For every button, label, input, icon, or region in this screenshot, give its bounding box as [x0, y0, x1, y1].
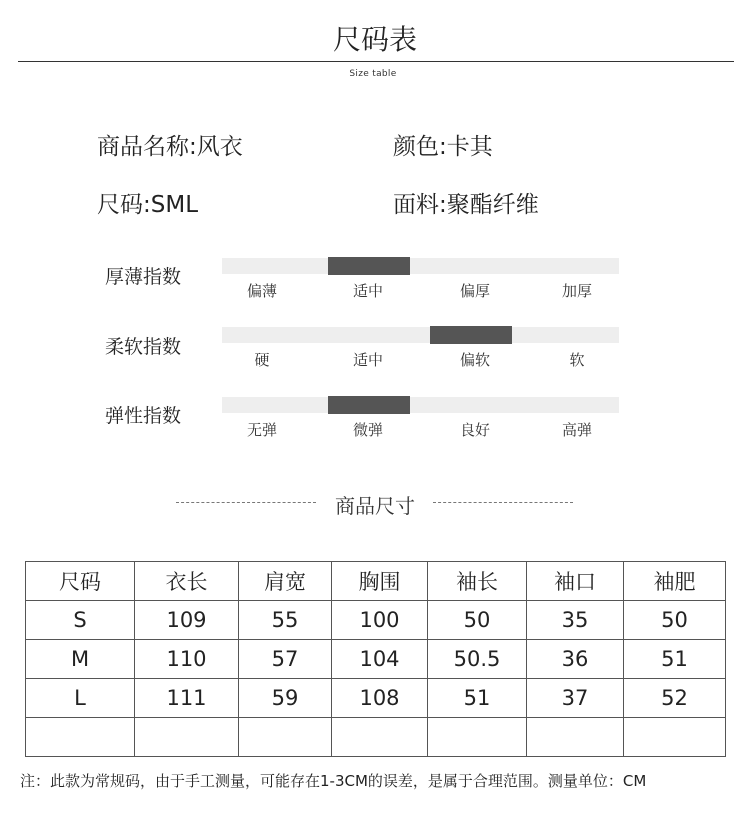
header-shoulder: 肩宽 — [239, 562, 332, 601]
table-cell: 109 — [135, 601, 239, 640]
product-name: 商品名称:风衣 — [97, 134, 243, 160]
elasticity-option: 无弹 — [246, 421, 277, 439]
table-cell: 35 — [527, 601, 624, 640]
table-cell: 104 — [332, 640, 428, 679]
table-cell — [135, 718, 239, 757]
product-color: 颜色:卡其 — [393, 134, 493, 160]
table-cell: 50.5 — [428, 640, 527, 679]
elasticity-option: 微弹 — [352, 421, 383, 439]
title-divider — [18, 61, 734, 62]
table-cell — [527, 718, 624, 757]
thickness-option: 加厚 — [561, 282, 592, 300]
table-cell: 100 — [332, 601, 428, 640]
table-cell: 110 — [135, 640, 239, 679]
table-cell: L — [26, 679, 135, 718]
section-divider-right — [433, 502, 573, 503]
table-cell: 36 — [527, 640, 624, 679]
header-cuff: 袖口 — [527, 562, 624, 601]
table-cell: 50 — [624, 601, 726, 640]
table-row — [26, 679, 726, 718]
page-title: 尺码表 — [332, 23, 417, 56]
elasticity-scale-indicator — [328, 396, 410, 414]
table-header-row — [26, 562, 726, 601]
softness-scale-track — [222, 327, 619, 343]
header-size: 尺码 — [26, 562, 135, 601]
thickness-option: 偏薄 — [246, 282, 277, 300]
table-row — [26, 640, 726, 679]
header-length: 衣长 — [135, 562, 239, 601]
table-cell: 51 — [624, 640, 726, 679]
softness-scale-label: 柔软指数 — [105, 336, 182, 358]
elasticity-option: 良好 — [459, 421, 490, 439]
table-cell — [624, 718, 726, 757]
thickness-scale-label: 厚薄指数 — [105, 266, 182, 288]
table-cell: 57 — [239, 640, 332, 679]
thickness-scale-track — [222, 258, 619, 274]
softness-option: 软 — [569, 351, 585, 369]
table-cell: 51 — [428, 679, 527, 718]
table-cell: M — [26, 640, 135, 679]
table-cell — [332, 718, 428, 757]
table-cell: 108 — [332, 679, 428, 718]
size-table — [25, 561, 726, 757]
elasticity-option: 高弹 — [561, 421, 592, 439]
header-sleeve-length: 袖长 — [428, 562, 527, 601]
table-row-empty — [26, 718, 726, 757]
table-cell: 55 — [239, 601, 332, 640]
softness-scale-indicator — [430, 326, 512, 344]
table-cell: 50 — [428, 601, 527, 640]
table-row — [26, 601, 726, 640]
section-title: 商品尺寸 — [335, 494, 415, 518]
elasticity-scale-label: 弹性指数 — [105, 405, 182, 427]
table-cell: 37 — [527, 679, 624, 718]
thickness-option: 偏厚 — [459, 282, 490, 300]
table-cell — [239, 718, 332, 757]
product-fabric: 面料:聚酯纤维 — [393, 192, 539, 218]
header-sleeve-width: 袖肥 — [624, 562, 726, 601]
table-cell: 59 — [239, 679, 332, 718]
table-cell: 52 — [624, 679, 726, 718]
table-cell — [428, 718, 527, 757]
softness-option: 硬 — [254, 351, 270, 369]
thickness-option: 适中 — [352, 282, 383, 300]
thickness-scale-indicator — [328, 257, 410, 275]
product-size: 尺码:SML — [97, 192, 199, 218]
table-cell: S — [26, 601, 135, 640]
table-cell — [26, 718, 135, 757]
softness-option: 适中 — [352, 351, 383, 369]
page-subtitle: Size table — [349, 69, 397, 79]
header-chest: 胸围 — [332, 562, 428, 601]
softness-option: 偏软 — [459, 351, 490, 369]
elasticity-scale-track — [222, 397, 619, 413]
table-cell: 111 — [135, 679, 239, 718]
measurement-note: 注：此款为常规码，由于手工测量，可能存在1-3CM的误差，是属于合理范围。测量单位：CM — [20, 772, 647, 790]
